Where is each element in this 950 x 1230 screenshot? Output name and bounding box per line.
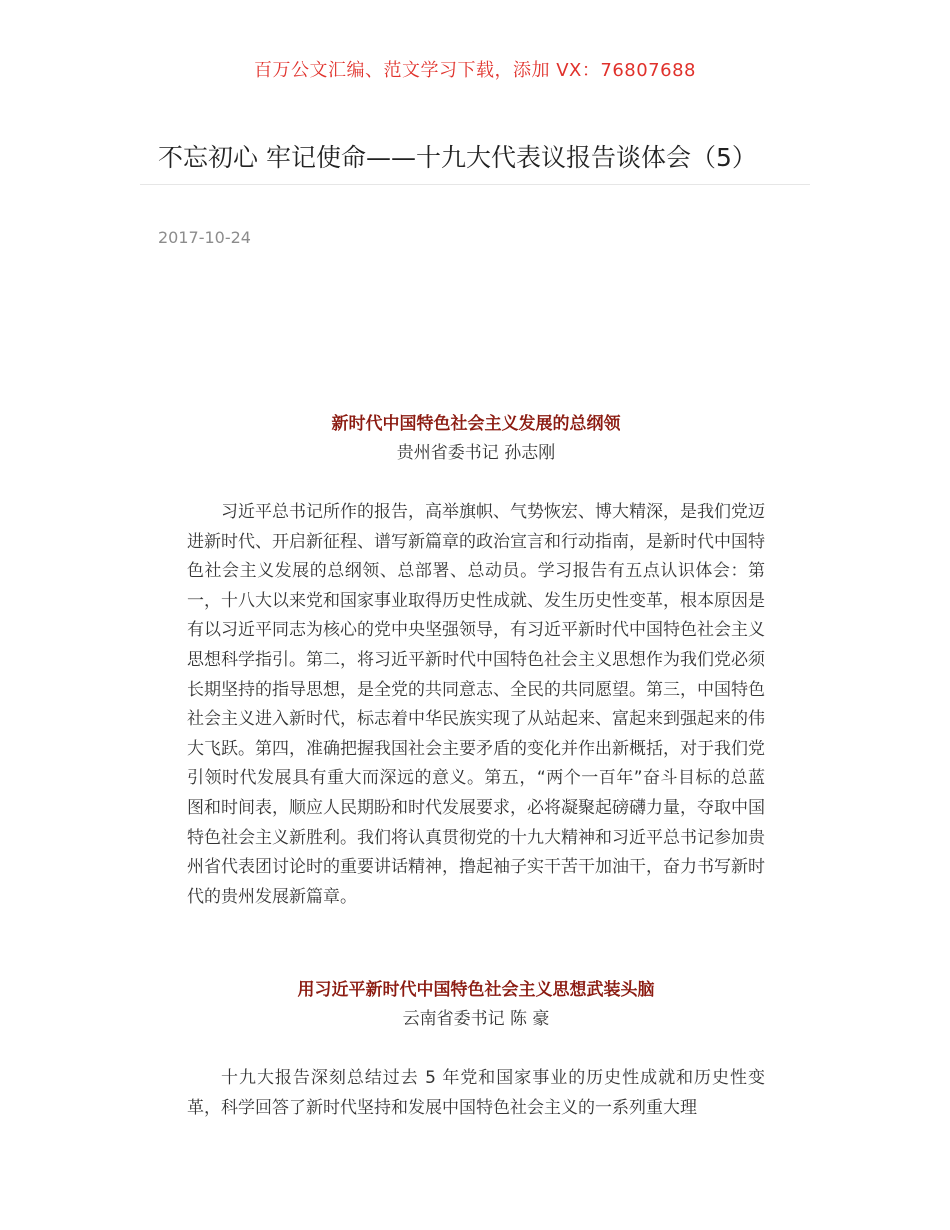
section-heading: 新时代中国特色社会主义发展的总纲领 [331,414,621,434]
promo-banner: 百万公文汇编、范文学习下载，添加 VX：76807688 [254,60,696,81]
article-title: 不忘初心 牢记使命——十九大代表议报告谈体会（5） [158,143,757,172]
article-section-2 [187,976,765,1123]
publish-date: 2017-10-24 [158,228,251,247]
section-author: 云南省委书记 陈 豪 [402,1009,550,1029]
title-divider [140,184,810,185]
section-author: 贵州省委书记 孙志刚 [396,443,556,463]
section-paragraph: 十九大报告深刻总结过去 5 年党和国家事业的历史性成就和历史性变革，科学回答了新时代坚持和发展中国特色社会主义的一系列重大理 [187,1068,765,1118]
section-heading: 用习近平新时代中国特色社会主义思想武装头脑 [297,980,655,1000]
section-paragraph: 习近平总书记所作的报告，高举旗帜、气势恢宏、博大精深，是我们党迈进新时代、开启新征程、谱写新篇章的政治宣言和行动指南，是新时代中国特色社会主义发展的总纲领、总部署、总动员。学习报告有五点认识体会：第一，十八大以来党和国家事业取得历史性成就、发生历史性变革，根本原因是有以习近平同志为核心的党中央坚强领导，有习近平新时代中国特色社会主义思想科学指引。第二，将习近平新时代中国特色社会主义思想作为我们党必须长期坚持的指导思想，是全党的共同意志、全民的共同愿望。第三，中国特色社会主义进入新时代，标志着中华民族实现了从站起来、富起来到强起来的伟大飞跃。第四，准确把握我国社会主要矛盾的变化并作出新概括，对于我们党引领时代发展具有重大而深远的意义。第五，“两个一百年”奋斗目标的总蓝图和时间表，顺应人民期盼和时代发展要求，必将凝聚起磅礴力量，夺取中国特色社会主义新胜利。我们将认真贯彻党的十九大精神和习近平总书记参加贵州省代表团讨论时的重要讲话精神，撸起袖子实干苦干加油干，奋力书写新时代的贵州发展新篇章。 [187,502,765,907]
article-section-1 [187,410,765,912]
